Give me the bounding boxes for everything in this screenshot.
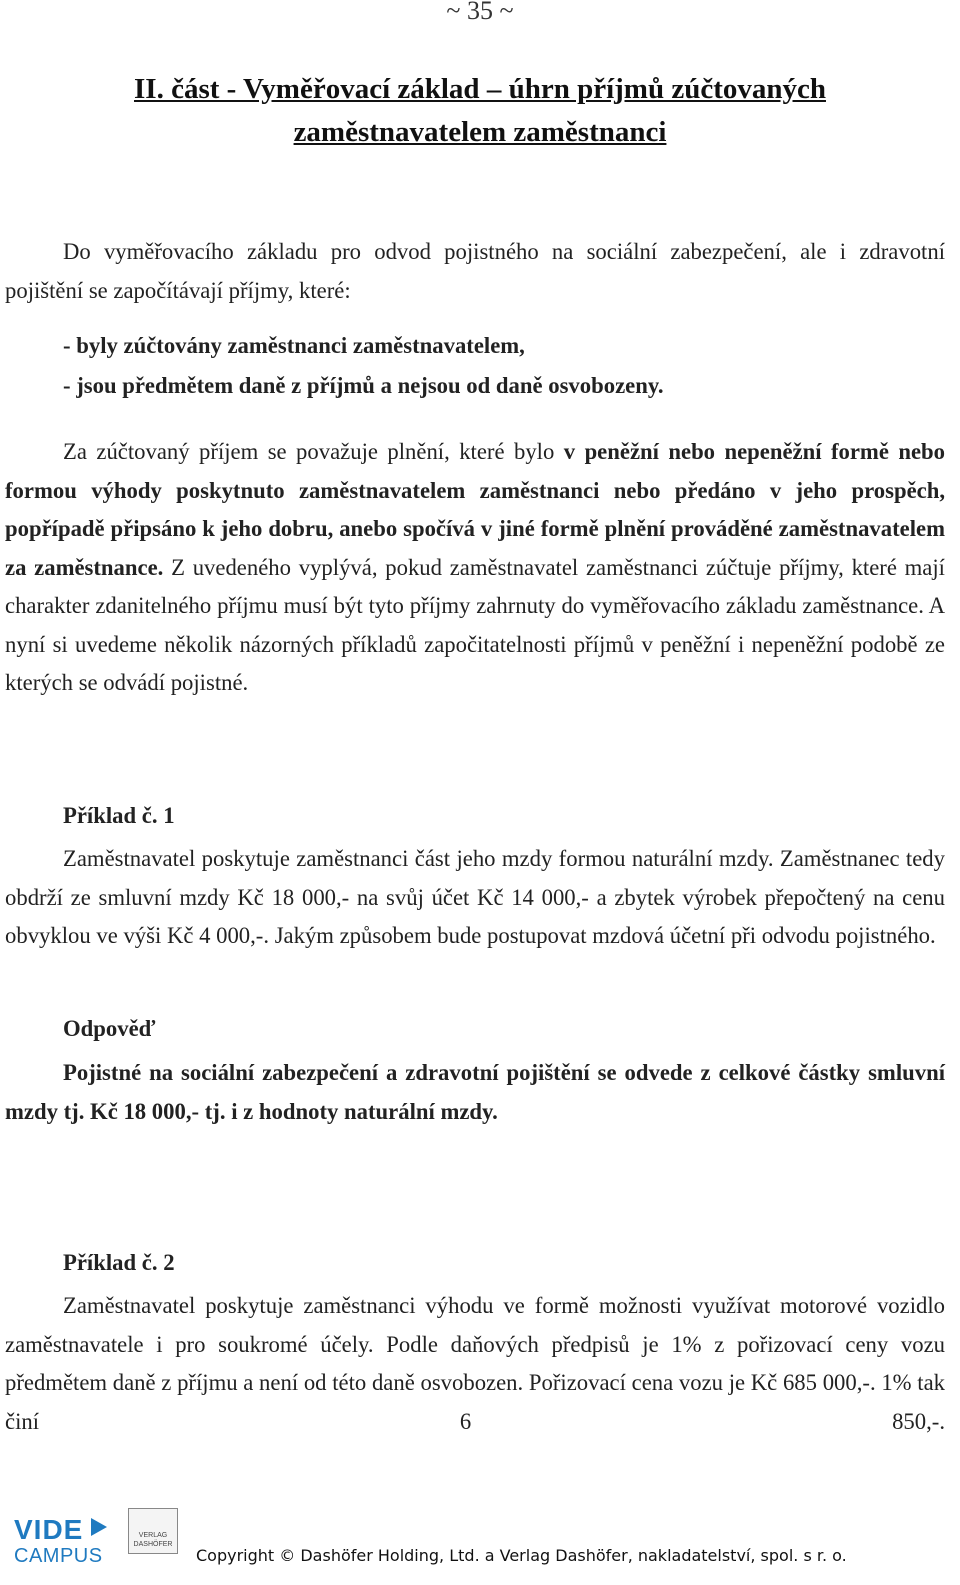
definition-lead: Za zúčtovaný příjem se považuje plnění, které bylo bbox=[63, 439, 564, 464]
definition-tail: Z uvedeného vyplývá, pokud zaměstnavatel zaměstnanci zúčtuje příjmy, které mají charakter zdanitelného příjmu musí být tyto příjmy zahrnuty do vyměřovacího základu zaměstnance. A nyní si uvedeme několik názorných příkladů započitatelnosti příjmů v peněžní i nepeněžní podobě ze kterých se odvádí pojistné. bbox=[5, 554, 945, 695]
definition-bold: v peněžní nebo nepeněžní formě nebo formou výhody poskytnuto zaměstnavatelem zaměstnanci nebo předáno v jeho prospěch, popřípadě připsáno k jeho dobru, anebo spočívá v jiné formě plnění prováděné zaměstnavatelem za zaměstnance. bbox=[5, 439, 945, 580]
section-title bbox=[40, 68, 920, 154]
copyright-notice: Copyright © Dashöfer Holding, Ltd. a Verlag Dashöfer, nakladatelství, spol. s r. o. bbox=[196, 1546, 847, 1565]
answer-heading: Odpověď bbox=[63, 1016, 156, 1041]
example1-text: Zaměstnavatel poskytuje zaměstnanci část jeho mzdy formou naturální mzdy. Zaměstnanec tedy obdrží ze smluvní mzdy Kč 18 000,- na svůj účet Kč 14 000,- a zbytek výrobek přepočtený na cenu obvyklou ve výši Kč 4 000,-. Jakým způsobem bude postupovat mzdová účetní při odvodu pojistného. bbox=[5, 846, 945, 948]
play-icon bbox=[91, 1518, 107, 1536]
videocampus-logo-video: VIDE bbox=[14, 1514, 84, 1545]
list-item: - jsou předmětem daně z příjmů a nejsou od daně osvobozeny. bbox=[63, 373, 664, 398]
list-item: - byly zúčtovány zaměstnanci zaměstnavatelem, bbox=[63, 333, 525, 358]
section-title-line2: zaměstnavatelem zaměstnanci bbox=[293, 116, 667, 148]
definition-paragraph bbox=[5, 433, 945, 703]
videocampus-logo-campus: CAMPUS bbox=[14, 1545, 103, 1567]
verlag-dashofer-logo: VERLAG DASHÖFER bbox=[128, 1508, 178, 1554]
example2-heading: Příklad č. 2 bbox=[63, 1250, 175, 1275]
answer-text: Pojistné na sociální zabezpečení a zdravotní pojištění se odvede z celkové částky smluvní mzdy tj. Kč 18 000,- tj. i z hodnoty naturální mzdy. bbox=[5, 1060, 945, 1124]
section-title-line1: II. část - Vyměřovací základ – úhrn příjmů zúčtovaných bbox=[134, 73, 826, 105]
page-number: ~ 35 ~ bbox=[446, 0, 514, 25]
intro-paragraph: Do vyměřovacího základu pro odvod pojistného na sociální zabezpečení, ale i zdravotní pojištění se započítávají příjmy, které: bbox=[5, 239, 945, 303]
example1-heading: Příklad č. 1 bbox=[63, 803, 175, 828]
example2-text: Zaměstnavatel poskytuje zaměstnanci výhodu ve formě možnosti využívat motorové vozidlo zaměstnavatele i pro soukromé účely. Podle daňových předpisů je 1% z pořizovací ceny vozu předmětem daně z příjmu a není od této daně osvobozen. Pořizovací cena vozu je Kč 685 000,-. 1% tak činí 6 850,-. bbox=[5, 1293, 945, 1434]
